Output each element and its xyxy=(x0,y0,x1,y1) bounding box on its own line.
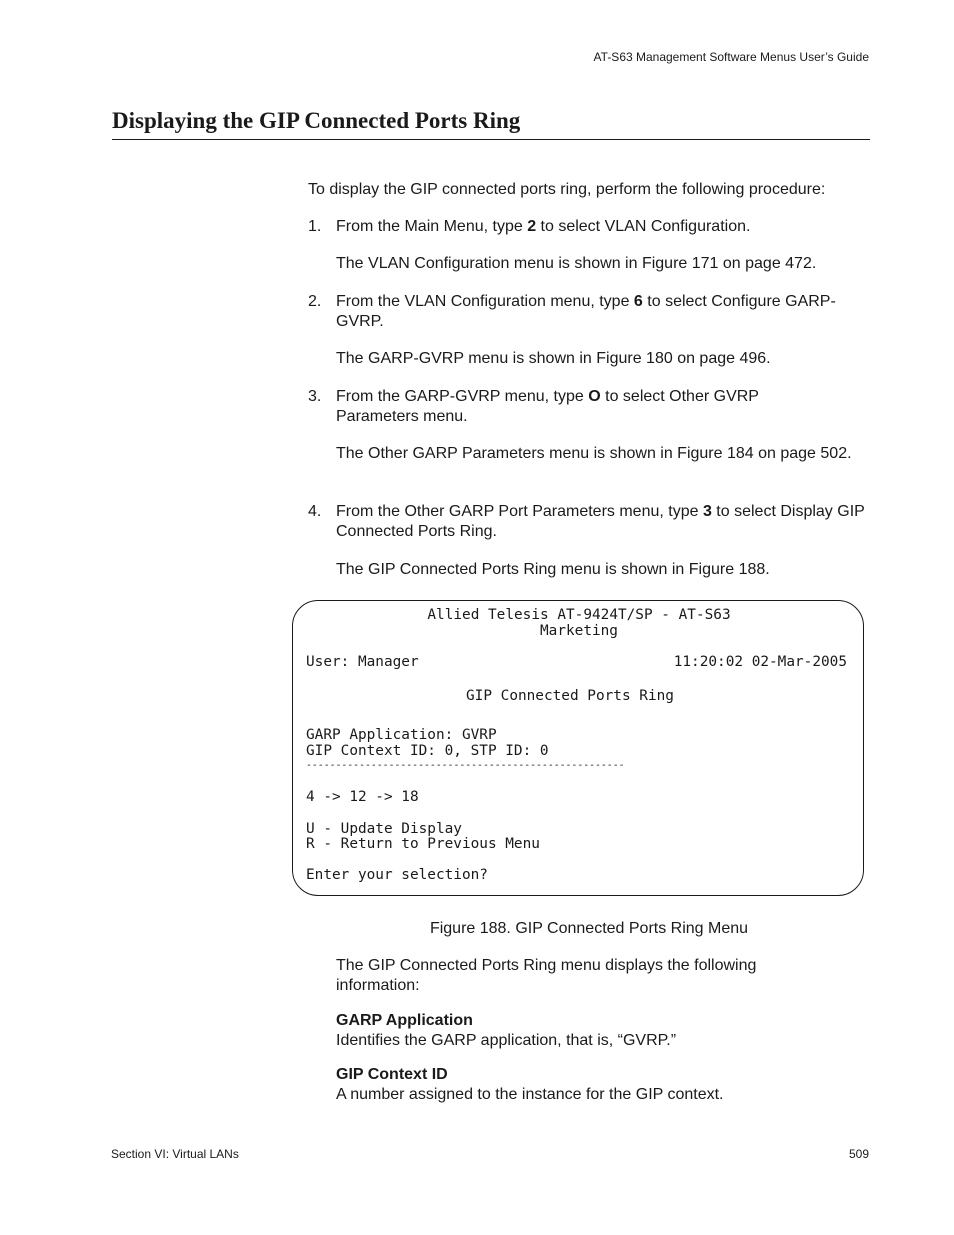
footer-section: Section VI: Virtual LANs xyxy=(111,1147,239,1161)
step-key: O xyxy=(588,388,601,405)
step-number: 1. xyxy=(308,218,322,235)
terminal-divider: ------------------------------------------------------ xyxy=(306,760,625,771)
terminal-user: User: Manager xyxy=(306,654,419,670)
terminal-option-update: U - Update Display xyxy=(306,821,462,837)
step-key: 6 xyxy=(633,293,643,310)
step-note: The VLAN Configuration menu is shown in Figure 171 on page 472. xyxy=(336,255,817,272)
step-note: The Other GARP Parameters menu is shown in Figure 184 on page 502. xyxy=(336,445,852,462)
definition-term: GARP Application xyxy=(336,1012,473,1029)
step-text: From the Main Menu, type 2 to select VLAN Configuration. xyxy=(336,218,751,235)
terminal-timestamp: 11:20:02 02-Mar-2005 xyxy=(673,654,847,670)
step-number: 3. xyxy=(308,388,322,405)
step-note: The GIP Connected Ports Ring menu is shown in Figure 188. xyxy=(336,561,770,578)
step-number: 2. xyxy=(308,293,322,310)
terminal-location: Marketing xyxy=(540,623,618,639)
figure-caption: Figure 188. GIP Connected Ports Ring Menu xyxy=(429,920,749,937)
page-number: 509 xyxy=(848,1147,869,1161)
running-header: AT-S63 Management Software Menus User’s Guide xyxy=(593,50,869,64)
definition-term: GIP Context ID xyxy=(336,1066,448,1083)
terminal-ring: 4 -> 12 -> 18 xyxy=(306,789,419,805)
step-number: 4. xyxy=(308,503,322,520)
section-title: Displaying the GIP Connected Ports Ring xyxy=(112,108,521,133)
step-note: The GARP-GVRP menu is shown in Figure 180 on page 496. xyxy=(336,350,771,367)
step-key: 2 xyxy=(527,218,537,235)
terminal-option-return: R - Return to Previous Menu xyxy=(306,836,540,852)
intro-text: To display the GIP connected ports ring, perform the following procedure: xyxy=(308,181,826,198)
terminal-context: GIP Context ID: 0, STP ID: 0 xyxy=(306,743,549,759)
step-text: From the GARP-GVRP menu, type O to select Other GVRP Parameters menu. xyxy=(336,388,759,425)
step-key: 3 xyxy=(702,503,712,520)
terminal-menu-title: GIP Connected Ports Ring xyxy=(466,688,674,704)
definition-text: A number assigned to the instance for the GIP context. xyxy=(336,1086,724,1103)
terminal-screen xyxy=(292,600,864,896)
definition-text: Identifies the GARP application, that is, “GVRP.” xyxy=(336,1032,677,1049)
title-rule xyxy=(112,139,870,140)
terminal-product: Allied Telesis AT-9424T/SP - AT-S63 xyxy=(427,607,731,623)
description-text: The GIP Connected Ports Ring menu displays the following information: xyxy=(336,957,757,994)
step-text: From the VLAN Configuration menu, type 6 to select Configure GARP-GVRP. xyxy=(336,293,836,330)
step-text: From the Other GARP Port Parameters menu, type 3 to select Display GIP Connected Ports Ring. xyxy=(336,503,865,540)
terminal-prompt: Enter your selection? xyxy=(306,867,488,883)
terminal-garp-app: GARP Application: GVRP xyxy=(306,727,497,743)
